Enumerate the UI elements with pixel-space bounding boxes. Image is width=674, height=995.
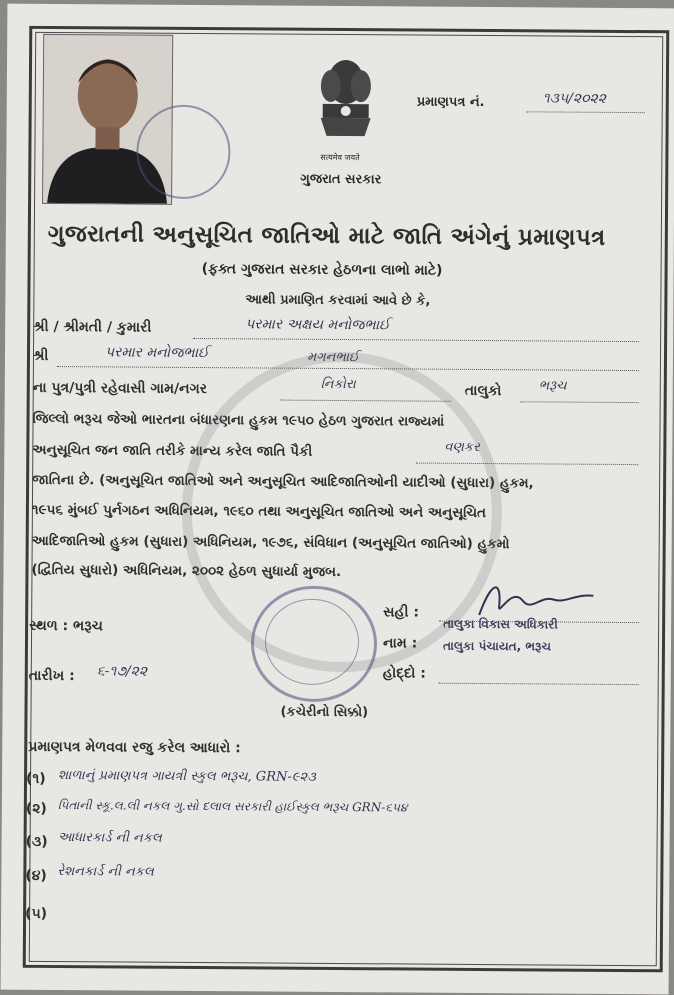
doc-num-1: (૧) [25, 770, 46, 787]
doc-num-3: (૩) [25, 833, 48, 850]
body-line-5: આદિજાતિઓ હુકમ (સુધારા) અધિનિયમ, ૧૯૭૬, સંવિધાન (અનુસૂચિત જાતિઓ) હુકમો [31, 532, 510, 553]
date-label: તારીખ : [28, 667, 75, 685]
seal-label: (કચેરીનો સિક્કો) [280, 704, 369, 721]
father-value: પરમાર મનોજભાઈ [104, 344, 209, 362]
certificate-title: ગુજરાતની અનુસૂચિત જાતિઓ માટે જાતિ અંગેનું પ્રમાણપત્ર [47, 220, 606, 251]
caste-value: વણકર [444, 439, 480, 455]
place-label: સ્થળ : ભરૂચ [29, 617, 103, 635]
doc-text-3: આધારકાર્ડ ની નકલ [57, 830, 162, 846]
doc-text-1: શાળાનું પ્રમાણપત્ર ગાયત્રી સ્કુલ ભરૂચ, GRN-૯૨૩ [58, 768, 316, 785]
officer-title: તાલુકા વિકાસ અધિકારી [443, 616, 558, 632]
body-line-6: (દ્વિતિય સુધારો) અધિનિયમ, ૨૦૦૨ હેઠળ સુધાર્યા મુજબ. [31, 561, 342, 581]
name-label-footer: નામ : [382, 635, 418, 652]
government-name: ગુજરાત સરકાર [300, 171, 382, 188]
post-label: હોદ્દો : [382, 665, 426, 682]
body-line-1: જિલ્લો ભરૂચ જેઓ ભારતના બંધારણના હુકમ ૧૯૫૦ હેઠળ ગુજરાત રાજ્યમાં [32, 410, 445, 430]
taluka-label: તાલુકો [464, 382, 502, 400]
sign-label: સહી : [383, 604, 420, 621]
date-value: ૬-૧૭/૨૨ [96, 663, 148, 680]
national-emblem-icon [310, 52, 381, 152]
body-line-2: અનુસૂચિત જન જાતિ તરીકે માન્ય કરેલ જાતિ પૈકી [32, 441, 313, 460]
son-of-label: ના પુત્ર/પુત્રી રહેવાસી ગામ/નગર [32, 379, 208, 398]
office-seal-inner [265, 598, 360, 685]
father-label: શ્રી [32, 347, 49, 364]
officer-office: તાલુકા પંચાયત, ભરૂચ [442, 638, 552, 654]
doc-text-4: રેશનકાર્ડ ની નકલ [57, 864, 154, 880]
doc-text-2: પિતાની સ્કૂ.લ.લી નકલ ગુ.સો દલાલ સરકારી હાઈસ્કુલ ભરૂચ GRN-૬૫૪ [57, 798, 408, 815]
body-line-4: ૧૯૫૬ મુંબઈ પુર્નગઠન અધિનિયમ, ૧૯૬૦ તથા અનુસૂચિત જાતિઓ અને અનુસૂચિત [31, 501, 487, 522]
documents-heading: પ્રમાણપત્ર મેળવવા રજુ કરેલ આધારો : [28, 738, 241, 757]
father-value-2: મગનભાઈ [306, 349, 360, 366]
doc-num-2: (૨) [25, 800, 47, 817]
doc-num-4: (૪) [25, 867, 47, 884]
doc-num-5: (૫) [25, 905, 48, 922]
photo-stamp [136, 105, 231, 200]
village-value: નિકોરા [320, 376, 356, 393]
body-line-3: જાતિના છે. (અનુસૂચિત જાતિઓ અને અનુસૂચિત આદિજાતિઓની યાદીઓ (સુધારા) હુકમ, [32, 471, 534, 492]
emblem-motto: सत्यमेव जयते [320, 152, 360, 163]
taluka-value: ભરૂચ [538, 378, 567, 394]
cert-no-value: ૧૩૫/૨૦૨૨ [542, 90, 607, 107]
certificate-paper [1, 4, 674, 995]
certificate-subtitle: (ફક્ત ગુજરાત સરકાર હેઠળના લાભો માટે) [201, 261, 443, 279]
name-label: શ્રી / શ્રીમતી / કુમારી [33, 318, 152, 336]
certify-line: આથી પ્રમાણિત કરવામાં આવે છે કે, [245, 292, 431, 309]
name-value: પરમાર અક્ષય મનોજભાઈ [245, 316, 390, 334]
cert-no-label: પ્રમાણપત્ર નં. [416, 94, 485, 111]
